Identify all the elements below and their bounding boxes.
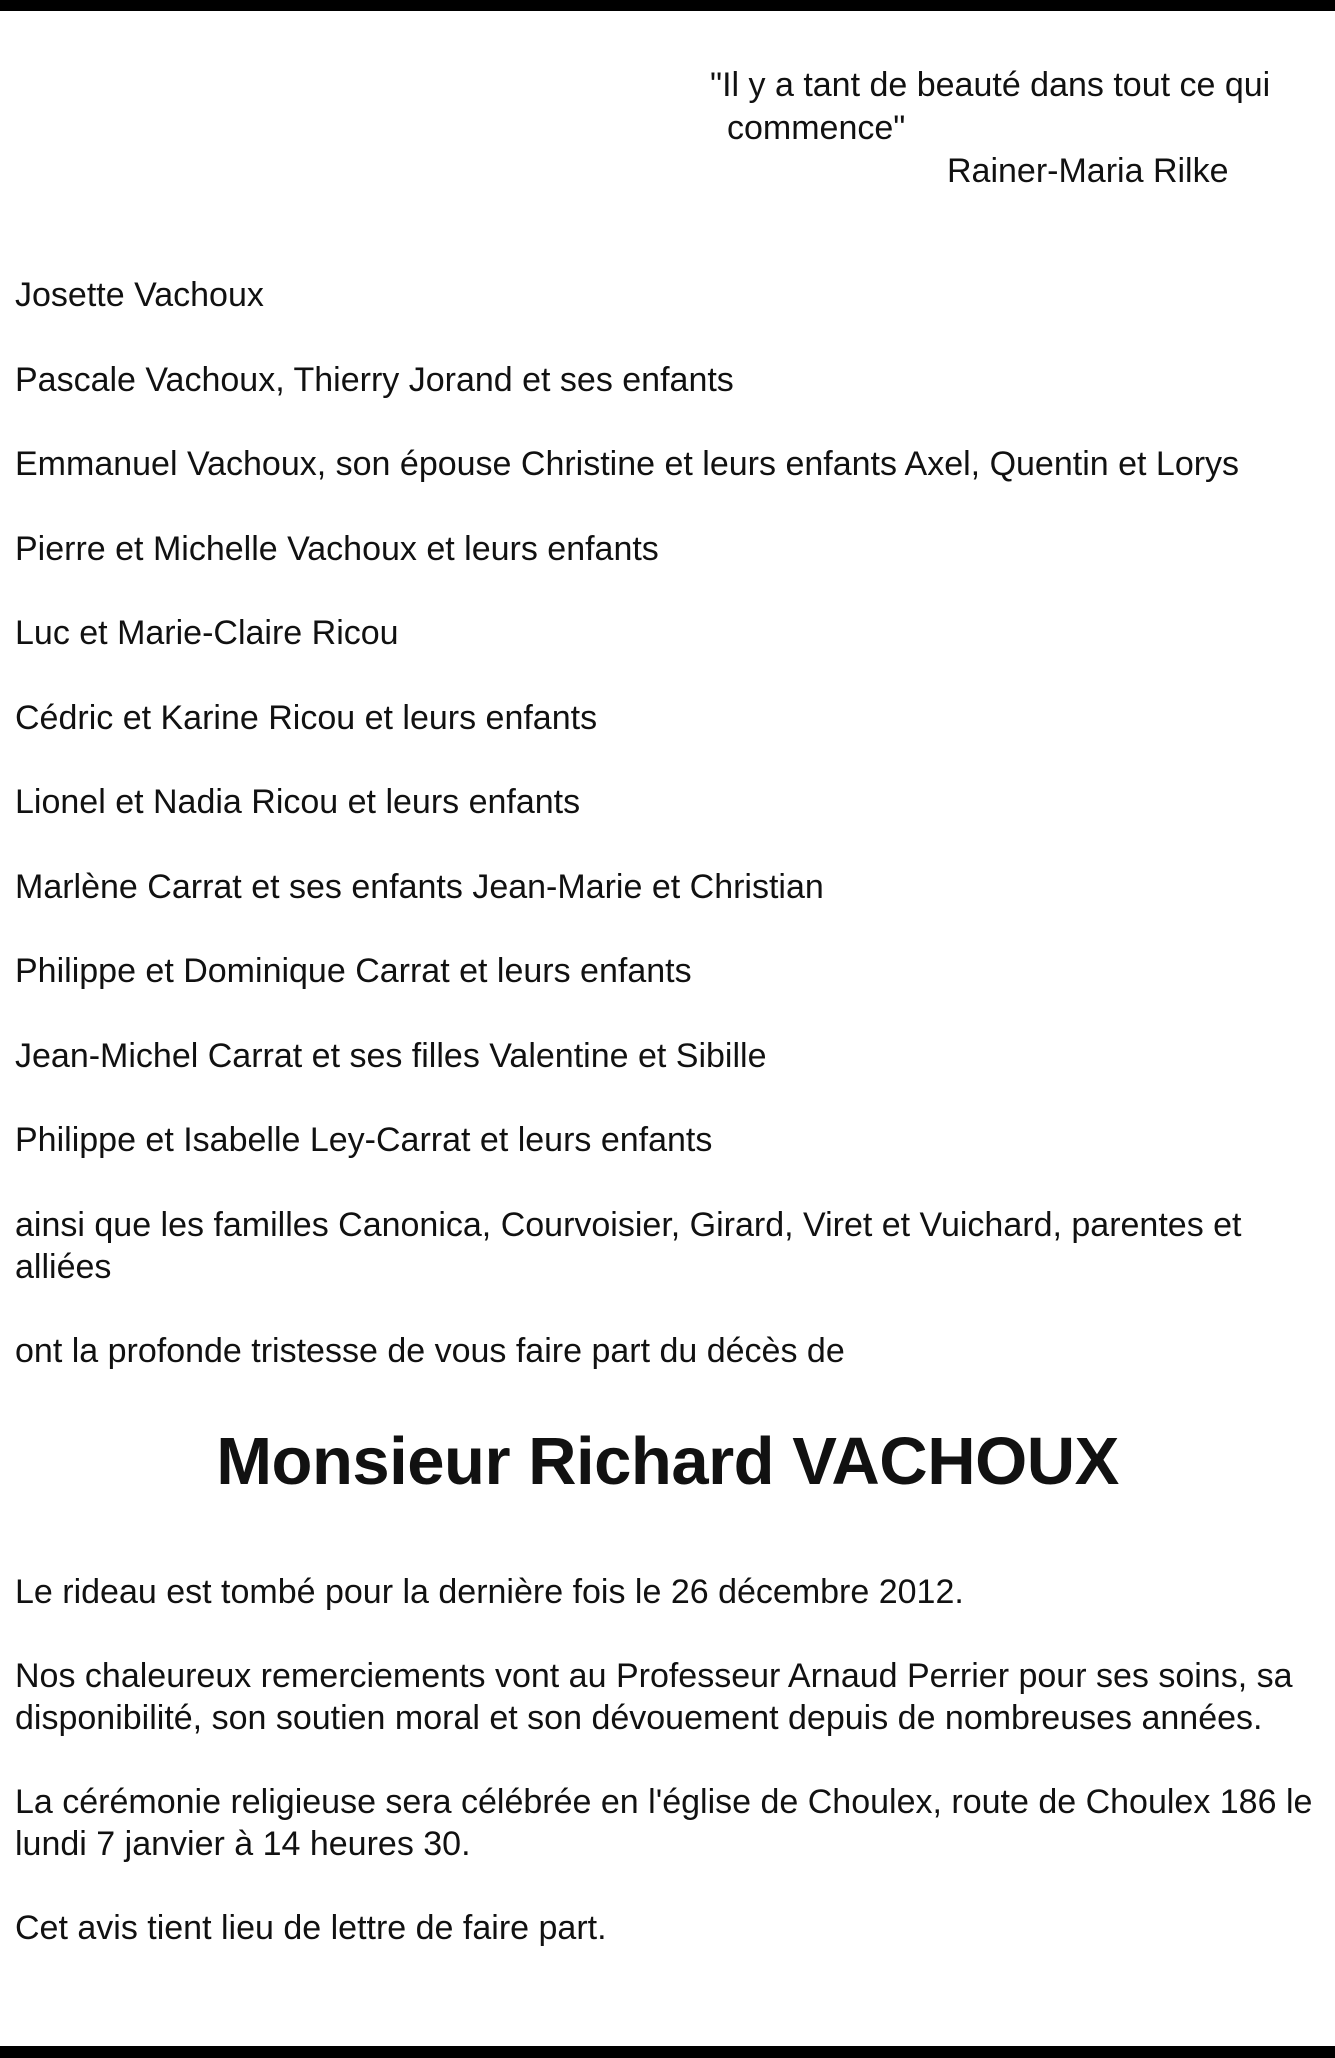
mourner-entry: Josette Vachoux [15, 276, 264, 314]
mourner-entry: Pierre et Michelle Vachoux et leurs enfants [15, 529, 659, 568]
epigraph-quote-line-2: commence" [727, 109, 906, 147]
thanks-paragraph: Nos chaleureux remerciements vont au Professeur Arnaud Perrier pour ses soins, sa disponibilité, son soutien moral et son dévouement depuis de nombreuses années. [15, 1657, 1293, 1737]
bottom-border-rule [0, 2046, 1335, 2058]
announcement-line: ont la profonde tristesse de vous faire part du décès de [15, 1331, 845, 1370]
epigraph-quote-line-1: "Il y a tant de beauté dans tout ce qui [710, 66, 1271, 104]
death-date-paragraph: Le rideau est tombé pour la dernière fois le 26 décembre 2012. [15, 1573, 964, 1611]
mourner-entry: Emmanuel Vachoux, son épouse Christine et leurs enfants Axel, Quentin et Lorys [15, 445, 1240, 483]
epigraph-author: Rainer-Maria Rilke [947, 152, 1229, 190]
mourner-entry: Luc et Marie-Claire Ricou [15, 614, 399, 652]
mourner-entry: Philippe et Dominique Carrat et leurs enfants [15, 952, 692, 990]
ceremony-paragraph: La cérémonie religieuse sera célébrée en l'église de Choulex, route de Choulex 186 le lundi 7 janvier à 14 heures 30. [15, 1783, 1313, 1863]
mourner-entry: Cédric et Karine Ricou et leurs enfants [15, 698, 598, 737]
extended-families-line: ainsi que les familles Canonica, Courvoisier, Girard, Viret et Vuichard, parentes et alliées [15, 1205, 1242, 1286]
closing-paragraph: Cet avis tient lieu de lettre de faire part. [15, 1909, 607, 1947]
mourner-entry: Pascale Vachoux, Thierry Jorand et ses enfants [15, 360, 734, 399]
mourner-entry: Philippe et Isabelle Ley-Carrat et leurs enfants [15, 1121, 713, 1159]
mourner-entry: Lionel et Nadia Ricou et leurs enfants [15, 783, 581, 821]
mourner-entry: Jean-Michel Carrat et ses filles Valentine et Sibille [15, 1036, 767, 1075]
epigraph [700, 64, 1300, 193]
mourners-list [15, 274, 1305, 1372]
mourner-entry: Marlène Carrat et ses enfants Jean-Marie et Christian [15, 867, 824, 906]
top-border-rule [0, 0, 1335, 11]
deceased-name: Monsieur Richard VACHOUX [216, 1424, 1119, 1499]
notice-body [15, 1571, 1315, 1991]
